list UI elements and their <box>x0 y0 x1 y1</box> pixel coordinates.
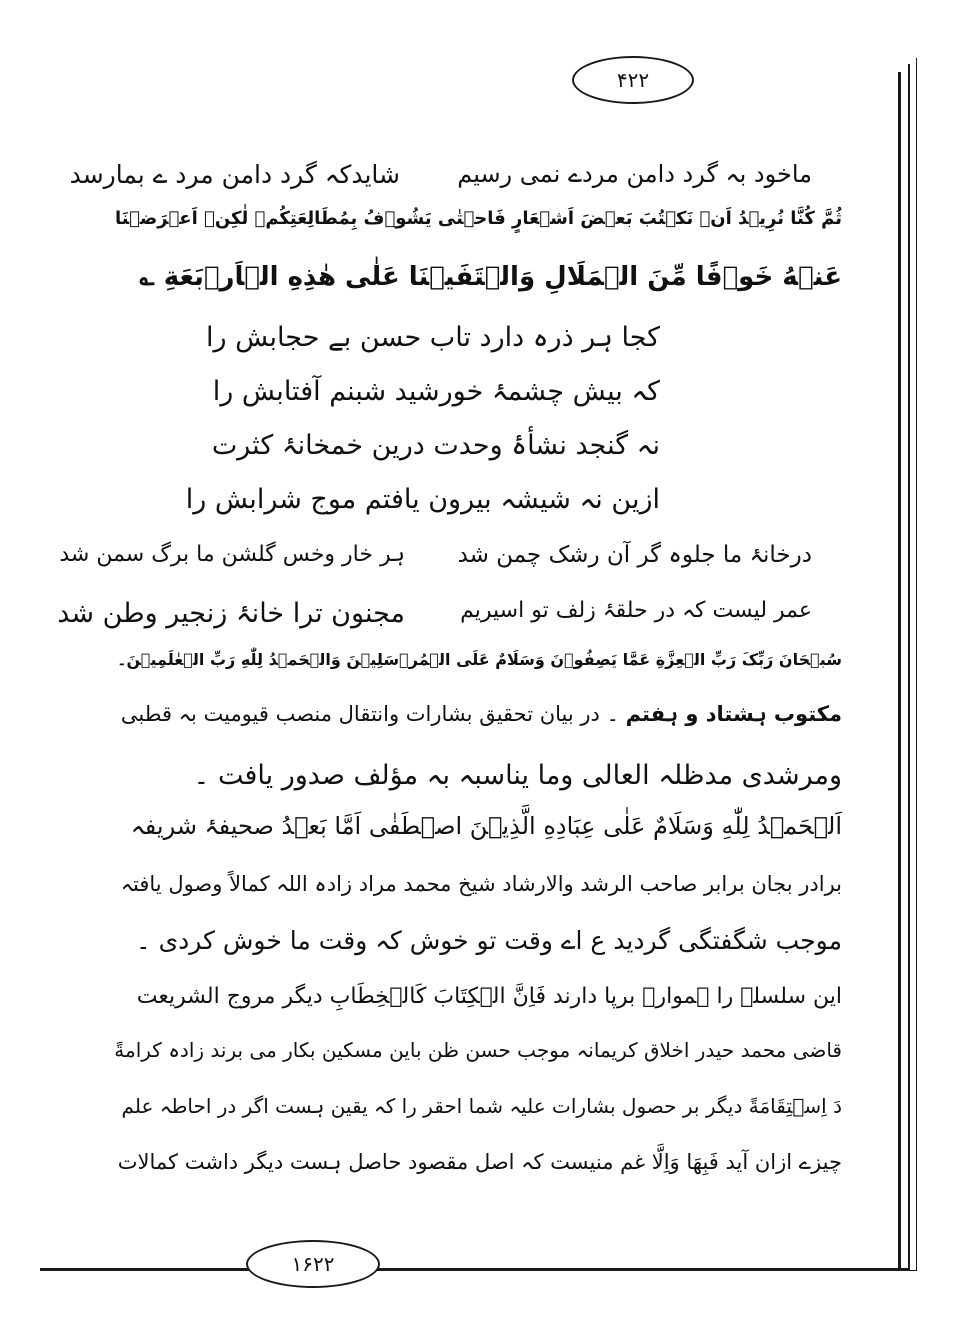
body-line-5: قاضی محمد حیدر اخلاق کریمانہ موجب حسن ظن باین مسکین بکار می برند زادہ کرامةً <box>114 1038 842 1062</box>
couplet-3-first-hemistich: عمر لیست کہ در حلقۂ زلف تو اسیریم <box>460 598 812 623</box>
page-number-top <box>572 56 694 104</box>
page-number-bottom <box>246 1240 380 1288</box>
couplet-2-second-hemistich: ہر خار وخس گلشن ما برگ سمن شد <box>59 542 405 567</box>
couplet-3-second-hemistich: مجنون ترا خانۂ زنجیر وطن شد <box>57 598 405 629</box>
letter-title: مکتوب ہشتاد و ہفتم <box>625 702 842 726</box>
body-line-2: برادر بجان برابر صاحب الرشد والارشاد شیخ محمد مراد زادہ اللہ کمالاً وصول یافتہ <box>120 872 842 896</box>
letter-heading-description: ۔ در بیان تحقیق بشارات وانتقال منصب قیومیت بہ قطبی <box>120 702 619 726</box>
body-line-4: این سلسلہ را ہموارہ برپا دارند فَاِنَّ الۡکِتَابَ کَالۡخِطَابِ دیگر مروج الشریعت <box>136 984 842 1009</box>
body-line-6: دَ اِسۡتِقَامَةً دیگر بر حصول بشارات علیہ شما احقر را کہ یقین ہست اگر در احاطہ علم <box>121 1094 842 1118</box>
quatrain-line-4: ازین نہ شیشہ بیرون یافتم موج شرابش را <box>185 484 660 515</box>
page-number-top-text: ۴۲۲ <box>616 68 650 92</box>
couplet-2-first-hemistich: درخانۂ ما جلوہ گر آن رشک چمن شد <box>457 542 812 568</box>
letter-heading-line-1 <box>121 702 842 727</box>
quatrain-line-3: نہ گنجد نشأۂ وحدت درین خمخانۂ کثرت <box>211 430 660 461</box>
arabic-line-1: ثُمَّ کُنَّا نُرِیۡدُ اَنۡ نَکۡتُبَ بَعۡضَ اَشۡعَارٍ فَاحۡتٰی یَشُوۡفُ بِمُطَالِعَتِکُمۡ لٰکِنۡ اَعۡرَضۡنَا <box>114 208 842 229</box>
body-line-1: اَلۡحَمۡدُ لِلّٰهِ وَسَلَامٌ عَلٰی عِبَادِهِ الَّذِیۡنَ اصۡطَفٰی اَمَّا بَعۡدُ صحیفۂ شریفہ <box>130 812 842 840</box>
letter-heading-line-2: ومرشدی مدظلہ العالی وما یناسبہ بہ مؤلف صدور یافت ۔ <box>193 760 842 791</box>
couplet-1-first-hemistich: ماخود بہ گرد دامن مردے نمی رسیم <box>457 160 812 188</box>
body-line-3: موجب شگفتگی گردید ع اے وقت تو خوش کہ وقت ما خوش کردی ۔ <box>135 926 842 955</box>
arabic-line-2: عَنۡهُ خَوۡفًا مِّنَ الۡمَلَالِ وَالۡتَفَیۡنَا عَلٰی هٰذِهِ الۡاَرۡبَعَةِ ؎ <box>139 262 842 292</box>
quatrain-line-2: کہ بیش چشمۂ خورشید شبنم آفتابش را <box>212 376 660 407</box>
quatrain-line-1: کجا ہر ذرہ دارد تاب حسن بے حجابش را <box>205 322 660 353</box>
body-line-7: چیزے ازان آید فَبِهَا وَاِلَّا غم منیست کہ اصل مقصود حاصل ہست دیگر داشت کمالات <box>117 1150 842 1174</box>
arabic-closing-line: سُبۡحَانَ رَبِّکَ رَبِّ الۡعِزَّةِ عَمَّا یَصِفُوۡنَ وَسَلَامٌ عَلَی الۡمُرۡسَلِیۡنَ وَالۡحَمۡدُ لِلّٰهِ رَبِّ الۡعٰلَمِیۡنَ۔ <box>117 650 842 669</box>
couplet-1-second-hemistich: شایدکہ گرد دامن مرد ے بمارسد <box>69 160 400 189</box>
page-number-bottom-text: ۱۶۲۲ <box>291 1252 335 1276</box>
